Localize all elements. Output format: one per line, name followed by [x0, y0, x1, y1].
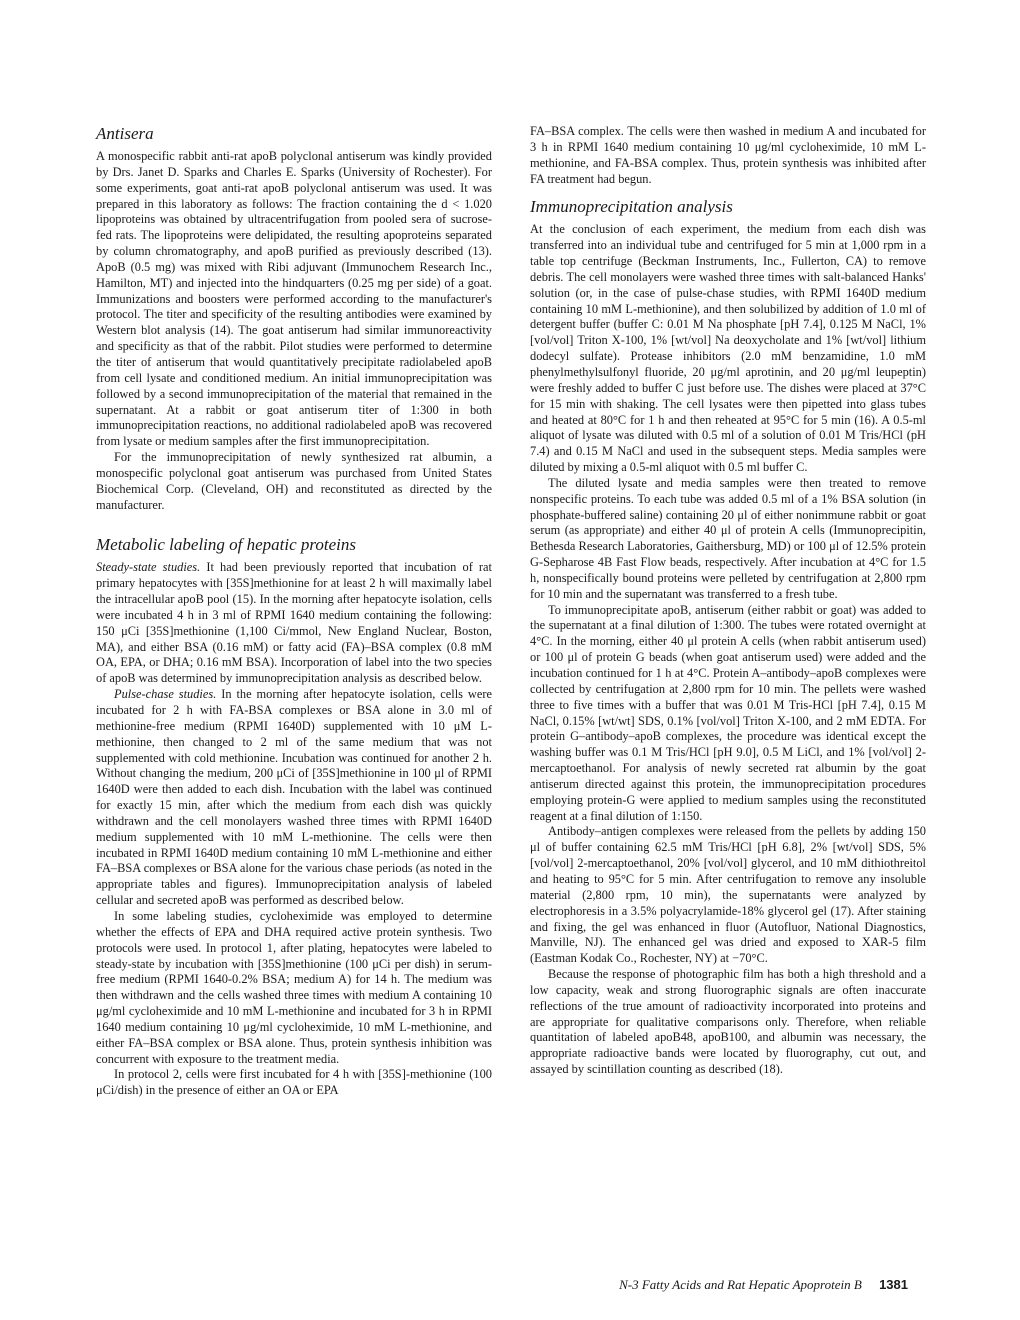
page-number: 1381 — [879, 1277, 908, 1292]
page-footer — [619, 1277, 908, 1293]
left-column — [96, 124, 492, 1099]
paragraph: A monospecific rabbit anti-rat apoB polyclonal antiserum was kindly provided by Drs. Janet D. Sparks and Charles E. Sparks (University of Rochester). For some experiments, goat anti-rat apoB polyclonal antiserum was used. It was prepared in this laboratory as follows: The fraction containing the d < 1.020 lipoproteins was obtained by ultracentrifugation from pooled sera of sucrose-fed rats. The lipoproteins were delipidated, the resulting apoproteins separated by column chromatography, and apoB purified as previously described (13). ApoB (0.5 mg) was mixed with Ribi adjuvant (Immunochem Research Inc., Hamilton, MT) and injected into the hindquarters (0.25 mg per side) of a goat. Immunizations and boosters were performed according to the manufacturer's protocol. The titer and specificity of the resulting antibodies were examined by Western blot analysis (14). The goat antiserum had similar immunoreactivity and specificity as that of the rabbit. Pilot studies were performed to determine the titer of antiserum that would quantitatively precipitate radiolabeled apoB from cell lysate and conditioned medium. An initial immunoprecipitation was followed by a second immunoprecipitation of the material that remained in the supernatant. At a rabbit or goat antiserum titer of 1:300 in both immunoprecipitation reactions, no additional radiolabeled apoB was recovered from lysate or medium samples after the first immunoprecipitation. — [96, 149, 492, 449]
section-heading-metabolic-labeling: Metabolic labeling of hepatic proteins — [96, 535, 356, 555]
section-heading-immunoprecipitation: Immunoprecipitation analysis — [530, 197, 733, 217]
paragraph: The diluted lysate and media samples were then treated to remove nonspecific proteins. To each tube was added 0.5 ml of a 1% BSA solution (in phosphate-buffered saline) containing 20 μl of either nonimmune rabbit or goat serum (as appropriate) and either 40 μl of protein A cells (Immunoprecipitin, Bethesda Research Laboratories, Gaithersburg, MD) or 100 μl of 12.5% protein G-Sepharose 4B Fast Flow beads, respectively. After incubation at 4°C for 1.5 h, nonspecifically bound proteins were pelleted by centrifugation at 2,800 rpm for 10 min and the supernatant was transferred to a fresh tube. — [530, 475, 926, 601]
paragraph: Because the response of photographic film has both a high threshold and a low capacity, weak and strong fluorographic signals are often inaccurate reflections of the true amount of radioactivity incorporated into proteins and are appropriate for qualitative comparisons only. Therefore, when reliable quantitation of labeled apoB48, apoB100, and albumin was necessary, the appropriate radioactive bands were located by fluorography, cut out, and assayed by scintillation counting as described (18). — [530, 967, 926, 1077]
section-heading-antisera: Antisera — [96, 124, 154, 143]
paragraph: To immunoprecipitate apoB, antiserum (either rabbit or goat) was added to the supernatant at a final dilution of 1:300. The tubes were rotated overnight at 4°C. In the morning, either 40 μl protein A cells (when rabbit antiserum used) or 100 μl of protein G beads (when goat antiserum used) were added and the incubation continued for 1 h at 4°C. Protein A–antibody–apoB complexes were collected by centrifugation at 2,800 rpm for 10 min. The pellets were washed three to five times with a buffer that was 0.01 M Tris-HCl [pH 7.4], 0.15 M NaCl, 0.15% [wt/wt] SDS, 0.1% [vol/vol] Triton X-100, and 2 mM EDTA. For protein G–antibody–apoB complexes, the procedure was identical except the washing buffer was 0.1 M Tris/HCl [pH 9.0], 0.5 M LiCl, and 1% [vol/vol] 2-mercaptoethanol. For analysis of newly secreted rat albumin by the goat antiserum directed against this protein, the immunoprecipitation procedures employing protein-G were applied to medium samples using the reconstituted reagent at a final dilution of 1:150. — [530, 602, 926, 823]
paragraph — [96, 687, 492, 909]
right-column — [530, 124, 926, 1078]
paragraph: At the conclusion of each experiment, the medium from each dish was transferred into an individual tube and centrifuged for 5 min at 1,000 rpm in a table top centrifuge (Beckman Instruments, Inc., Fullerton, CA) to remove debris. The cell monolayers were washed three times with salt-balanced Hanks' solution (or, in the case of pulse-chase studies, with RPMI 1640D medium containing 10 mM L-methionine), and then solubilized by addition of 1.0 ml of detergent buffer (buffer C: 0.01 M Na phosphate [pH 7.4], 0.125 M NaCl, 1% [vol/vol] Triton X-100, 1% [wt/vol] Na deoxycholate and 1% [wt/vol] lithium dodecyl sulfate). Protease inhibitors (2.0 mM benzamidine, 1.0 mM phenylmethylsulfonyl fluoride, 20 μg/ml aprotinin, and 20 μg/ml leupeptin) were freshly added to buffer C just before use. The dishes were placed at 37°C for 15 min with shaking. The cell lysates were then pipetted into glass tubes and heated at 80°C for 1 h and then reheated at 95°C for 5 min (16). A 0.5-ml aliquot of lysate was diluted with 0.5 ml of a solution of 0.01 M Tris/HCl (pH 7.4) and 0.15 M NaCl and used in the subsequent steps. Media samples were diluted by mixing a 0.5-ml aliquot with 0.5 ml buffer C. — [530, 222, 926, 475]
paragraph-body: In the morning after hepatocyte isolation, cells were incubated for 2 h with FA-BSA complexes or BSA alone in 3.0 ml of methionine-free medium (RPMI 1640D) supplemented with 10 μM L-methionine, then changed to 2 ml of the same medium that was not supplemented with cold methionine. Incubation was continued for another 2 h. Without changing the medium, 200 μCi of [35S]methionine in 100 μl of RPMI 1640D were then added to each dish. Incubation with the label was continued for exactly 15 min, after which the medium from each dish was quickly withdrawn and the cell monolayers washed three times with RPMI 1640D medium supplemented with 10 mM L-methionine. The cells were then incubated in RPMI 1640D medium containing 10 mM L-methionine and either FA–BSA complexes or BSA alone for the various chase periods (as noted in the appropriate tables and figures). Immunoprecipitation analysis of labeled cellular and secreted apoB was performed as described below. — [96, 687, 492, 908]
run-in-heading: Pulse-chase studies. — [114, 687, 217, 702]
running-title: N-3 Fatty Acids and Rat Hepatic Apoprotein B — [619, 1277, 862, 1292]
paragraph-body: It had been previously reported that incubation of rat primary hepatocytes with [35S]methionine for at least 2 h will maximally label the intracellular apoB pool (15). In the morning after hepatocyte isolation, cells were incubated 4 h in 3 ml of RPMI 1640 medium containing the following: 150 μCi [35S]methionine (1,100 Ci/mmol, New England Nuclear, Boston, MA), and either BSA (0.16 mM) or fatty acid (FA)–BSA complex (0.8 mM OA, EPA, or DHA; 0.16 mM BSA). Incorporation of label into the two species of apoB was determined by immunoprecipitation analysis as described below. — [96, 560, 493, 686]
paragraph: For the immunoprecipitation of newly synthesized rat albumin, a monospecific polyclonal goat antiserum was purchased from United States Biochemical Corp. (Cleveland, OH) and reconstituted as directed by the manufacturer. — [96, 450, 492, 512]
paragraph: Antibody–antigen complexes were released from the pellets by adding 150 μl of buffer containing 62.5 mM Tris/HCl [pH 6.8], 2% [wt/vol] SDS, 5% [vol/vol] 2-mercaptoethanol, 20% [vol/vol] glycerol, and 10 mM dithiothreitol and heating to 95°C for 5 min. After centrifugation to remove any insoluble material (2,800 rpm, 10 min), the supernatants were analyzed by electrophoresis in a 3.5% polyacrylamide-18% glycerol gel (17). After staining and fixing, the gel was enhanced in fluor (Autofluor, National Diagnostics, Manville, NJ). The enhanced gel was dried and exposed to XAR-5 film (Eastman Kodak Co., Rochester, NY) at −70°C. — [530, 824, 926, 966]
paragraph: In some labeling studies, cycloheximide was employed to determine whether the effects of EPA and DHA required active protein synthesis. Two protocols were used. In protocol 1, after plating, hepatocytes were labeled to steady-state by incubation with [35S]methionine (100 μCi per dish) in serum-free medium (RPMI 1640-0.2% BSA; medium A) for 14 h. The medium was then withdrawn and the cells washed three times with medium A containing 10 μg/ml cycloheximide and 10 mM L-methionine and incubated for 3 h in RPMI 1640 medium containing 10 μg/ml cycloheximide, 10 mM L-methionine, and either FA–BSA complex or BSA alone. Thus, protein synthesis inhibition was concurrent with exposure to the treatment media. — [96, 908, 492, 1066]
paragraph: In protocol 2, cells were first incubated for 4 h with [35S]-methionine (100 μCi/dish) in the presence of either an OA or EPA — [96, 1067, 492, 1098]
paragraph — [96, 560, 492, 687]
run-in-heading: Steady-state studies. — [96, 560, 201, 575]
paragraph: FA–BSA complex. The cells were then washed in medium A and incubated for 3 h in RPMI 1640 medium containing 10 μg/ml cycloheximide, 10 mM L-methionine, and FA-BSA complex. Thus, protein synthesis was inhibited after FA treatment had begun. — [530, 124, 926, 186]
